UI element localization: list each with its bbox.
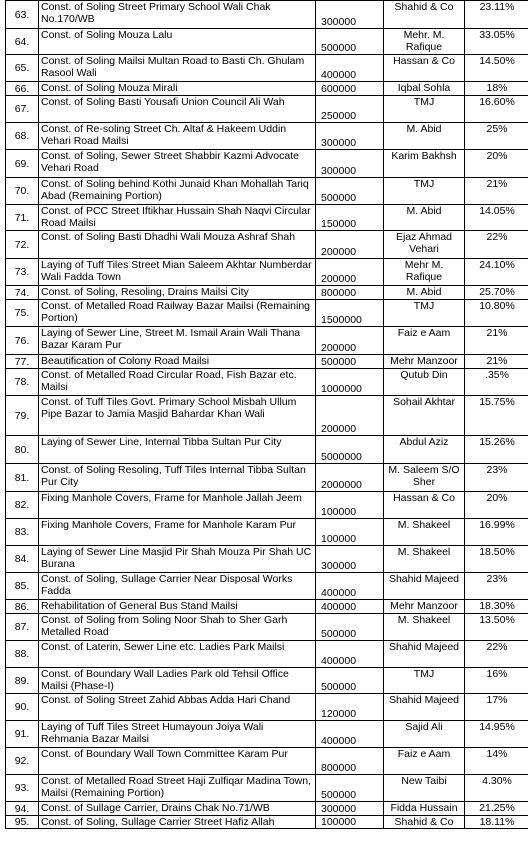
- work-description: Laying of Tuff Tiles Street Humayoun Joiya Wali Rehmania Bazar Mailsi: [39, 721, 316, 748]
- estimated-amount: 200000: [316, 396, 384, 436]
- work-description: Const. of Re-soling Street Ch. Altaf & Hakeem Uddin Vehari Road Mailsi: [39, 123, 316, 150]
- rate-percentage: 14%: [465, 748, 528, 775]
- rate-percentage: 18.50%: [465, 546, 528, 573]
- contractor-name: M. Abid: [384, 286, 465, 300]
- table-row: [6, 55, 528, 82]
- table-row: [6, 150, 528, 178]
- rate-percentage: 22%: [465, 231, 528, 259]
- work-description: Const. of PCC Street Iftikhar Hussain Shah Naqvi Circular Road Mailsi: [39, 205, 316, 231]
- table-row: [6, 436, 528, 464]
- work-description: Const. of Metalled Road Street Haji Zulfiqar Madina Town, Mailsi (Remaining Portion): [39, 775, 316, 802]
- estimated-amount: 1000000: [316, 369, 384, 396]
- estimated-amount: 150000: [316, 205, 384, 231]
- work-description: Const. of Tuff Tiles Govt. Primary School Misbah Ullum Pipe Bazar to Jamia Masjid Bahardar Khan Wali: [39, 396, 316, 436]
- estimated-amount: 100000: [316, 519, 384, 546]
- contractor-name: TMJ: [384, 668, 465, 694]
- row-number: 66.: [6, 82, 39, 96]
- row-number: 69.: [6, 150, 39, 178]
- work-description: Const. of Soling, Sewer Street Shabbir Kazmi Advocate Vehari Road: [39, 150, 316, 178]
- work-description: Const. of Soling Resoling, Tuff Tiles Internal Tibba Sultan Pur City: [39, 464, 316, 492]
- rate-percentage: 18.11%: [465, 816, 528, 829]
- table-row: [6, 82, 528, 96]
- work-description: Const. of Soling Mouza Lalu: [39, 29, 316, 55]
- work-description: Const. of Soling, Resoling, Drains Mailsi City: [39, 286, 316, 300]
- contractor-name: Karim Bakhsh: [384, 150, 465, 178]
- row-number: 86.: [6, 600, 39, 614]
- rate-percentage: 24.10%: [465, 259, 528, 286]
- rate-percentage: 14.50%: [465, 55, 528, 82]
- table-row: [6, 178, 528, 205]
- work-description: Const. of Boundary Wall Ladies Park old Tehsil Office Mailsi (Phase-I): [39, 668, 316, 694]
- contractor-name: Mehr. M. Rafique: [384, 29, 465, 55]
- work-description: Const. of Soling Mouza Mirali: [39, 82, 316, 96]
- table-row: [6, 300, 528, 327]
- estimated-amount: 250000: [316, 96, 384, 123]
- rate-percentage: 21%: [465, 178, 528, 205]
- contractor-name: Hassan & Co: [384, 55, 465, 82]
- contractor-name: TMJ: [384, 178, 465, 205]
- row-number: 73.: [6, 259, 39, 286]
- table-row: [6, 369, 528, 396]
- table-row: [6, 259, 528, 286]
- work-description: Const. of Soling from Soling Noor Shah to Sher Garh Metalled Road: [39, 614, 316, 641]
- row-number: 81.: [6, 464, 39, 492]
- rate-percentage: 13.50%: [465, 614, 528, 641]
- works-table-body: [6, 1, 528, 829]
- work-description: Const. of Metalled Road Circular Road, Fish Bazar etc. Mailsi: [39, 369, 316, 396]
- row-number: 87.: [6, 614, 39, 641]
- contractor-name: M. Abid: [384, 123, 465, 150]
- estimated-amount: 400000: [316, 600, 384, 614]
- rate-percentage: 10.80%: [465, 300, 528, 327]
- rate-percentage: 18.30%: [465, 600, 528, 614]
- contractor-name: Mehr Manzoor: [384, 355, 465, 369]
- row-number: 82.: [6, 492, 39, 519]
- work-description: Laying of Sewer Line Masjid Pir Shah Mouza Pir Shah UC Burana: [39, 546, 316, 573]
- rate-percentage: 21.25%: [465, 802, 528, 816]
- estimated-amount: 300000: [316, 123, 384, 150]
- work-description: Const. of Metalled Road Railway Bazar Mailsi (Remaining Portion): [39, 300, 316, 327]
- estimated-amount: 100000: [316, 816, 384, 829]
- row-number: 67.: [6, 96, 39, 123]
- estimated-amount: 500000: [316, 775, 384, 802]
- contractor-name: Abdul Aziz: [384, 436, 465, 464]
- estimated-amount: 400000: [316, 641, 384, 668]
- work-description: Const. of Soling, Sullage Carrier Near Disposal Works Fadda: [39, 573, 316, 600]
- row-number: 92.: [6, 748, 39, 775]
- work-description: Const. of Soling Mailsi Multan Road to Basti Ch. Ghulam Rasool Wali: [39, 55, 316, 82]
- contractor-name: Ejaz Ahmad Vehari: [384, 231, 465, 259]
- table-row: [6, 614, 528, 641]
- table-row: [6, 464, 528, 492]
- contractor-name: Sajid Ali: [384, 721, 465, 748]
- contractor-name: M. Shakeel: [384, 519, 465, 546]
- row-number: 76.: [6, 327, 39, 355]
- table-row: [6, 600, 528, 614]
- contractor-name: TMJ: [384, 96, 465, 123]
- row-number: 63.: [6, 1, 39, 29]
- rate-percentage: 33.05%: [465, 29, 528, 55]
- estimated-amount: 500000: [316, 668, 384, 694]
- work-description: Const. of Soling Basti Dhadhi Wali Mouza Ashraf Shah: [39, 231, 316, 259]
- estimated-amount: 500000: [316, 614, 384, 641]
- rate-percentage: 16.60%: [465, 96, 528, 123]
- rate-percentage: 21%: [465, 327, 528, 355]
- row-number: 84.: [6, 546, 39, 573]
- rate-percentage: 25.70%: [465, 286, 528, 300]
- estimated-amount: 300000: [316, 150, 384, 178]
- rate-percentage: 15.26%: [465, 436, 528, 464]
- work-description: Laying of Sewer Line, Street M. Ismail Arain Wali Thana Bazar Karam Pur: [39, 327, 316, 355]
- table-row: [6, 519, 528, 546]
- contractor-name: M. Saleem S/O Sher: [384, 464, 465, 492]
- contractor-name: New Taibi: [384, 775, 465, 802]
- work-description: Const. of Soling behind Kothi Junaid Khan Mohallah Tariq Abad (Remaining Portion): [39, 178, 316, 205]
- work-description: Const. of Soling Basti Yousafi Union Council Ali Wah: [39, 96, 316, 123]
- rate-percentage: 14.95%: [465, 721, 528, 748]
- work-description: Const. of Laterin, Sewer Line etc. Ladies Park Mailsi: [39, 641, 316, 668]
- rate-percentage: 25%: [465, 123, 528, 150]
- row-number: 94.: [6, 802, 39, 816]
- row-number: 93.: [6, 775, 39, 802]
- contractor-name: Iqbal Sohla: [384, 82, 465, 96]
- row-number: 78.: [6, 369, 39, 396]
- contractor-name: Shahid & Co: [384, 1, 465, 29]
- work-description: Laying of Tuff Tiles Street Mian Saleem Akhtar Numberdar Wali Fadda Town: [39, 259, 316, 286]
- work-description: Rehabilitation of General Bus Stand Mailsi: [39, 600, 316, 614]
- row-number: 85.: [6, 573, 39, 600]
- estimated-amount: 5000000: [316, 436, 384, 464]
- contractor-name: Shahid Majeed: [384, 573, 465, 600]
- estimated-amount: 500000: [316, 178, 384, 205]
- rate-percentage: 23%: [465, 464, 528, 492]
- contractor-name: M. Shakeel: [384, 614, 465, 641]
- row-number: 77.: [6, 355, 39, 369]
- rate-percentage: 21%: [465, 355, 528, 369]
- contractor-name: TMJ: [384, 300, 465, 327]
- rate-percentage: 20%: [465, 492, 528, 519]
- table-row: [6, 1, 528, 29]
- estimated-amount: 300000: [316, 802, 384, 816]
- contractor-name: Faiz e Aam: [384, 327, 465, 355]
- row-number: 89.: [6, 668, 39, 694]
- estimated-amount: 100000: [316, 492, 384, 519]
- table-row: [6, 492, 528, 519]
- rate-percentage: 23.11%: [465, 1, 528, 29]
- estimated-amount: 500000: [316, 355, 384, 369]
- contractor-name: Shahid & Co: [384, 816, 465, 829]
- row-number: 72.: [6, 231, 39, 259]
- row-number: 80.: [6, 436, 39, 464]
- row-number: 74.: [6, 286, 39, 300]
- rate-percentage: 20%: [465, 150, 528, 178]
- contractor-name: Shahid Majeed: [384, 694, 465, 721]
- rate-percentage: 16%: [465, 668, 528, 694]
- row-number: 90.: [6, 694, 39, 721]
- work-description: Const. of Soling, Sullage Carrier Street Hafiz Allah: [39, 816, 316, 829]
- contractor-name: Fidda Hussain: [384, 802, 465, 816]
- work-description: Beautification of Colony Road Mailsi: [39, 355, 316, 369]
- contractor-name: Mehr M. Rafique: [384, 259, 465, 286]
- contractor-name: M. Abid: [384, 205, 465, 231]
- rate-percentage: 18%: [465, 82, 528, 96]
- row-number: 88.: [6, 641, 39, 668]
- table-row: [6, 355, 528, 369]
- estimated-amount: 300000: [316, 546, 384, 573]
- contractor-name: Qutub Din: [384, 369, 465, 396]
- work-description: Fixing Manhole Covers, Frame for Manhole Karam Pur: [39, 519, 316, 546]
- estimated-amount: 800000: [316, 748, 384, 775]
- table-row: [6, 96, 528, 123]
- rate-percentage: 4.30%: [465, 775, 528, 802]
- table-row: [6, 668, 528, 694]
- estimated-amount: 400000: [316, 55, 384, 82]
- work-description: Fixing Manhole Covers, Frame for Manhole Jallah Jeem: [39, 492, 316, 519]
- rate-percentage: 17%: [465, 694, 528, 721]
- estimated-amount: 400000: [316, 573, 384, 600]
- estimated-amount: 300000: [316, 1, 384, 29]
- row-number: 71.: [6, 205, 39, 231]
- work-description: Const. of Boundary Wall Town Committee Karam Pur: [39, 748, 316, 775]
- table-row: [6, 775, 528, 802]
- estimated-amount: 200000: [316, 259, 384, 286]
- row-number: 70.: [6, 178, 39, 205]
- rate-percentage: 22%: [465, 641, 528, 668]
- table-row: [6, 694, 528, 721]
- table-row: [6, 205, 528, 231]
- table-row: [6, 748, 528, 775]
- rate-percentage: 16.99%: [465, 519, 528, 546]
- estimated-amount: 200000: [316, 327, 384, 355]
- row-number: 75.: [6, 300, 39, 327]
- estimated-amount: 400000: [316, 721, 384, 748]
- work-description: Const. of Soling Street Primary School Wali Chak No.170/WB: [39, 1, 316, 29]
- works-table: [5, 0, 528, 829]
- row-number: 68.: [6, 123, 39, 150]
- work-description: Const. of Soling Street Zahid Abbas Adda Hari Chand: [39, 694, 316, 721]
- row-number: 79.: [6, 396, 39, 436]
- table-row: [6, 641, 528, 668]
- estimated-amount: 500000: [316, 29, 384, 55]
- contractor-name: Shahid Majeed: [384, 641, 465, 668]
- rate-percentage: 23%: [465, 573, 528, 600]
- contractor-name: M. Shakeel: [384, 546, 465, 573]
- row-number: 83.: [6, 519, 39, 546]
- row-number: 65.: [6, 55, 39, 82]
- rate-percentage: 14.05%: [465, 205, 528, 231]
- estimated-amount: 2000000: [316, 464, 384, 492]
- table-row: [6, 231, 528, 259]
- work-description: Const. of Sullage Carrier, Drains Chak No.71/WB: [39, 802, 316, 816]
- table-row: [6, 816, 528, 829]
- rate-percentage: 15.75%: [465, 396, 528, 436]
- table-row: [6, 123, 528, 150]
- estimated-amount: 200000: [316, 231, 384, 259]
- table-row: [6, 802, 528, 816]
- table-row: [6, 573, 528, 600]
- row-number: 95.: [6, 816, 39, 829]
- estimated-amount: 600000: [316, 82, 384, 96]
- contractor-name: Mehr Manzoor: [384, 600, 465, 614]
- estimated-amount: 120000: [316, 694, 384, 721]
- rate-percentage: .35%: [465, 369, 528, 396]
- row-number: 64.: [6, 29, 39, 55]
- work-description: Laying of Sewer Line, Internal Tibba Sultan Pur City: [39, 436, 316, 464]
- contractor-name: Hassan & Co: [384, 492, 465, 519]
- table-row: [6, 327, 528, 355]
- table-row: [6, 721, 528, 748]
- table-row: [6, 29, 528, 55]
- table-row: [6, 396, 528, 436]
- estimated-amount: 1500000: [316, 300, 384, 327]
- contractor-name: Faiz e Aam: [384, 748, 465, 775]
- contractor-name: Sohail Akhtar: [384, 396, 465, 436]
- table-row: [6, 286, 528, 300]
- table-row: [6, 546, 528, 573]
- estimated-amount: 800000: [316, 286, 384, 300]
- row-number: 91.: [6, 721, 39, 748]
